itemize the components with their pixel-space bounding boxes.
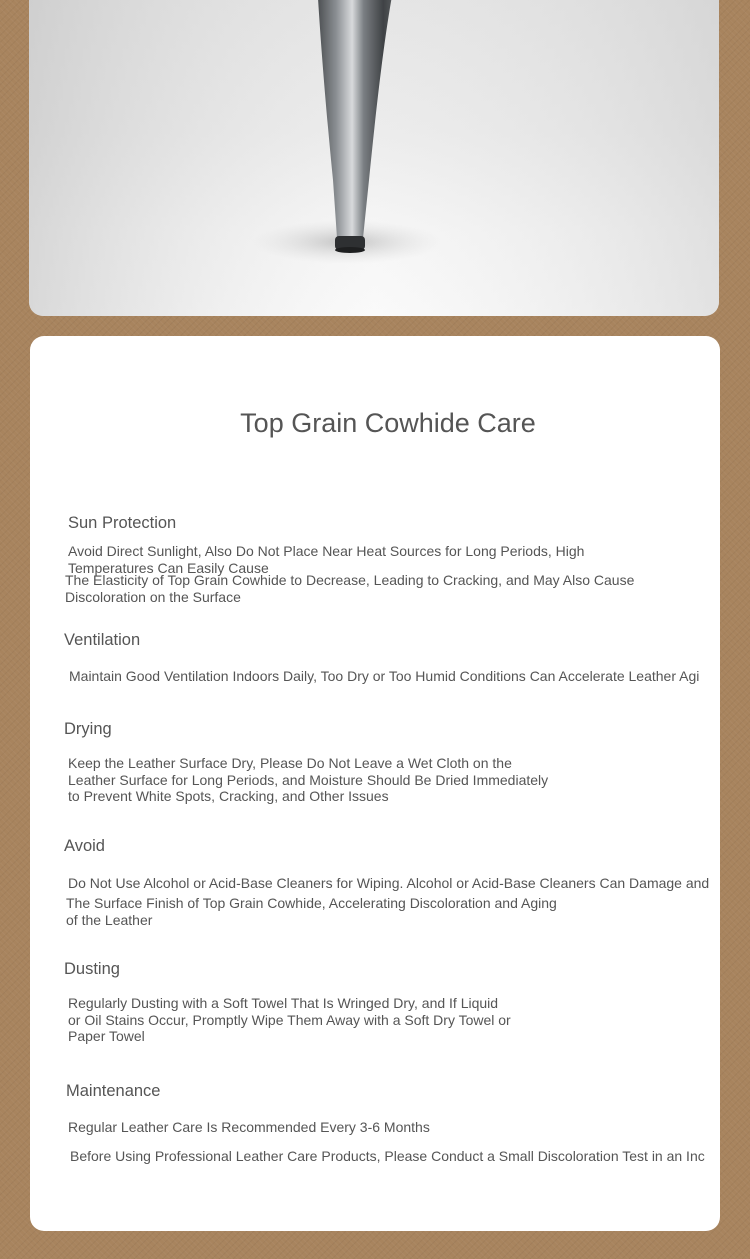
sun-protection-text-2: The Elasticity of Top Grain Cowhide to Decrease, Leading to Cracking, and May Also Cause Discoloration on the Surface [65, 572, 635, 605]
chair-leg-illustration [29, 0, 719, 316]
page-title: Top Grain Cowhide Care [240, 408, 536, 438]
avoid-text-2: The Surface Finish of Top Grain Cowhide, Accelerating Discoloration and Aging of the Leather [66, 895, 557, 928]
drying-heading: Drying [64, 720, 112, 738]
sun-protection-text: Avoid Direct Sunlight, Also Do Not Place Near Heat Sources for Long Periods, High Temperatures Can Easily Cause [68, 543, 585, 576]
ventilation-heading: Ventilation [64, 631, 141, 649]
maintenance-text-2: Before Using Professional Leather Care Products, Please Conduct a Small Discoloration Test in an Inc [70, 1148, 705, 1164]
care-instructions-card [30, 336, 720, 1231]
maintenance-text: Regular Leather Care Is Recommended Every 3-6 Months [68, 1119, 430, 1135]
dusting-heading: Dusting [64, 960, 120, 978]
dusting-text: Regularly Dusting with a Soft Towel That Is Wringed Dry, and If Liquid or Oil Stains Occur, Promptly Wipe Them Away with a Soft Dry Towel or Paper Towel [68, 995, 511, 1044]
maintenance-heading: Maintenance [66, 1082, 161, 1100]
drying-text: Keep the Leather Surface Dry, Please Do Not Leave a Wet Cloth on the Leather Surface for Long Periods, and Moisture Should Be Dried Immediately to Prevent White Spots, Cracking, and Other Issues [68, 755, 549, 804]
avoid-heading: Avoid [64, 837, 105, 855]
ventilation-text: Maintain Good Ventilation Indoors Daily, Too Dry or Too Humid Conditions Can Accelerate Leather Agi [69, 668, 700, 684]
avoid-text: Do Not Use Alcohol or Acid-Base Cleaners for Wiping. Alcohol or Acid-Base Cleaners Can Damage and [68, 875, 710, 891]
sun-protection-heading: Sun Protection [68, 514, 177, 532]
product-photo-leg [29, 0, 719, 316]
